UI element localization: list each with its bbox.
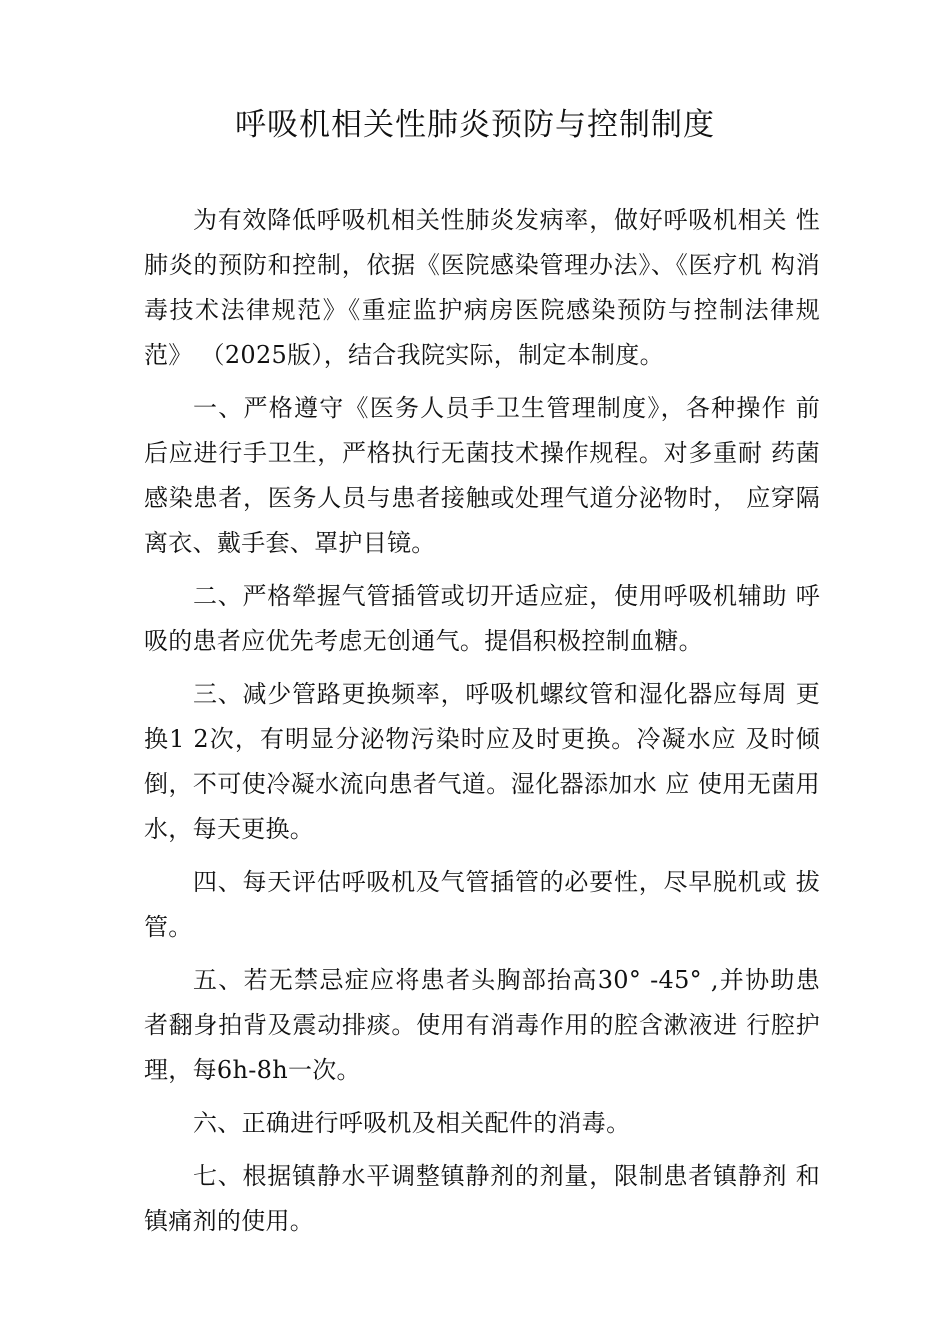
paragraph-item-7: 七、根据镇静水平调整镇静剂的剂量，限制患者镇静剂 和镇痛剂的使用。 — [144, 1162, 820, 1235]
paragraph-item-1: 一、严格遵守《医务人员手卫生管理制度》，各种操作 前后应进行手卫生，严格执行无菌技术操作规程。对多重耐 药菌感染患者，医务人员与患者接触或处理气道分泌物时， 应穿隔离衣、戴手套、罩护目镜。 — [144, 394, 820, 557]
paragraph-item-2: 二、严格犖握气管插管或切开适应症，使用呼吸机辅助 呼吸的患者应优先考虑无创通气。提倡积极控制血糖。 — [144, 582, 820, 655]
paragraph-item-6: 六、正确进行呼吸机及相关配件的消毒。 — [193, 1109, 631, 1137]
paragraph-intro: 为有效降低呼吸机相关性肺炎发病率，做好呼吸机相关 性肺炎的预防和控制，依据《医院感染管理办法》、《医疗机 构消毒技术法律规范》《重症监护病房医院感染预防与控制法律规范》 （2025版），结合我院实际，制定本制度。 — [144, 206, 820, 369]
paragraph-item-3: 三、减少管路更换频率，呼吸机螺纹管和湿化器应每周 更换1 2次，有明显分泌物污染时应及时更换。冷凝水应 及时倾倒，不可使冷凝水流向患者气道。湿化器添加水 应 使用无菌用水，每天更换。 — [144, 680, 820, 843]
paragraph-item-5: 五、若无禁忌症应将患者头胸部抬高30° -45° ,并协助患者翻身拍背及震动排痰。使用有消毒作用的腔含漱液进 行腔护理，每6h-8h一次。 — [144, 966, 820, 1084]
document-title: 呼吸机相关性肺炎预防与控制制度 — [235, 107, 715, 143]
paragraph-item-4: 四、每天评估呼吸机及气管插管的必要性，尽早脱机或 拔管。 — [144, 868, 820, 941]
document-body — [144, 198, 820, 1244]
